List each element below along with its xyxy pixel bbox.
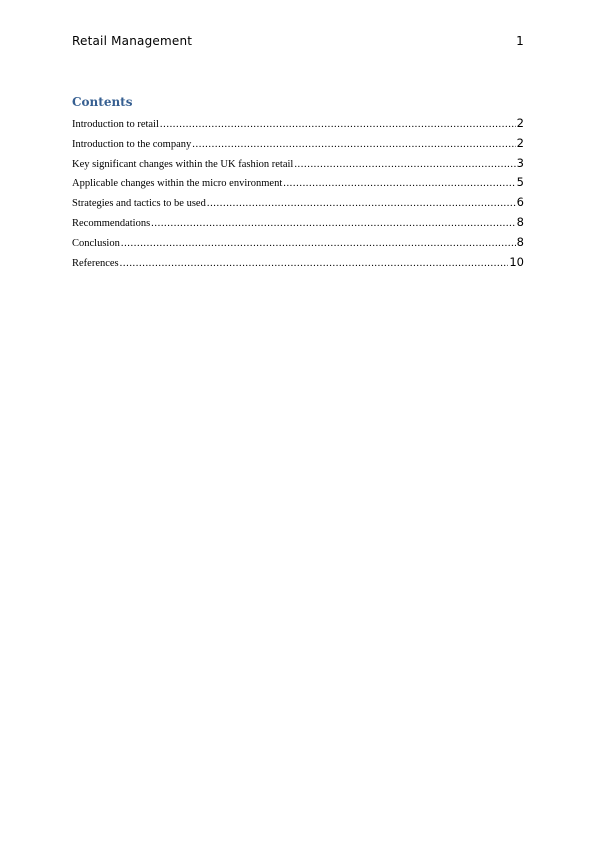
toc-entry-recommendations[interactable] xyxy=(72,215,524,235)
toc-entry-page[interactable]: 6 xyxy=(516,195,524,210)
header-title: Retail Management xyxy=(72,34,193,48)
toc-entry-page[interactable]: 2 xyxy=(516,135,524,150)
toc-dot-leader xyxy=(121,238,516,249)
toc-dot-leader xyxy=(151,218,516,229)
toc-entry-page[interactable]: 8 xyxy=(516,234,524,249)
toc-heading: Contents xyxy=(72,95,133,109)
toc-entry-page[interactable]: 2 xyxy=(516,116,524,130)
toc-entry-strategies-and-tactics[interactable] xyxy=(72,195,524,215)
toc-dot-leader xyxy=(207,198,516,209)
toc-entry-label[interactable]: References xyxy=(72,257,119,269)
toc-entry-label[interactable]: Recommendations xyxy=(72,217,151,229)
toc-dot-leader xyxy=(192,139,515,150)
toc-entry-conclusion[interactable] xyxy=(72,235,524,255)
toc-entry-page[interactable]: 5 xyxy=(516,175,524,190)
toc-entry-label[interactable]: Applicable changes within the micro environment xyxy=(72,178,283,190)
toc-entry-key-significant-changes[interactable] xyxy=(72,156,524,176)
toc-dot-leader xyxy=(160,119,516,130)
toc-entry-references[interactable] xyxy=(72,255,524,275)
toc-entry-label[interactable]: Key significant changes within the UK fashion retail xyxy=(72,158,294,170)
page-header xyxy=(72,34,524,50)
header-page-number: 1 xyxy=(516,34,524,48)
toc-entry-page[interactable]: 3 xyxy=(516,155,524,170)
toc-entry-label[interactable]: Introduction to retail xyxy=(72,119,159,130)
toc-dot-leader xyxy=(294,159,515,170)
toc-entry-micro-environment[interactable] xyxy=(72,175,524,195)
toc-entry-page[interactable]: 8 xyxy=(516,214,524,229)
toc-entry-introduction-to-retail[interactable] xyxy=(72,116,524,136)
toc-entry-label[interactable]: Conclusion xyxy=(72,237,120,249)
toc-entry-introduction-to-company[interactable] xyxy=(72,136,524,156)
toc-dot-leader xyxy=(120,258,509,269)
toc-entry-label[interactable]: Introduction to the company xyxy=(72,138,192,150)
toc-entry-label[interactable]: Strategies and tactics to be used xyxy=(72,198,206,210)
table-of-contents xyxy=(72,116,524,274)
toc-dot-leader xyxy=(283,178,515,189)
toc-entry-page[interactable]: 10 xyxy=(509,254,524,269)
